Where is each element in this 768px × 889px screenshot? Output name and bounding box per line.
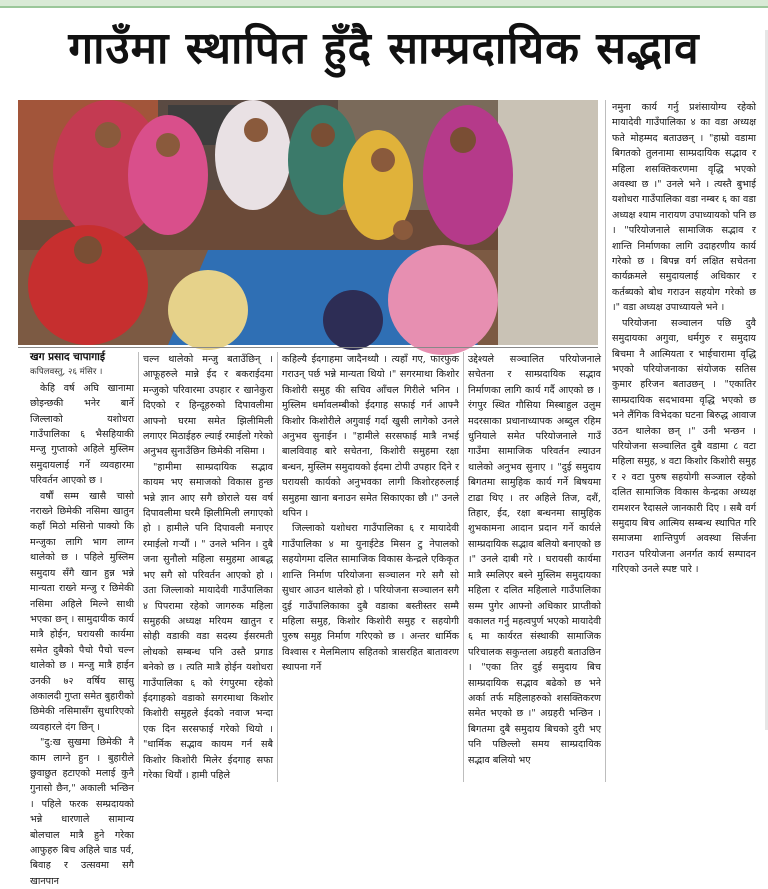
photo-bottom-rule <box>18 347 598 348</box>
article-column-4 <box>468 352 601 782</box>
paragraph: चल्न थालेको मन्जु बताउँछिन् । आफूहरुले मान्ने ईद र बकराईदमा मन्जुको परिवारमा उपहार र खानेकुरा दिएको र हिन्दूहरुको दिपावलीमा आफ्नो घरमा समेत झिलीमिली लगाएर मिठाईहरु ल्याई रमाईलो गरेको अनुभव सुनाउँछिन छिमेकी नसिमा । <box>143 354 273 458</box>
paragraph: "हामीमा साम्प्रदायिक सद्भाव कायम भए समाजको विकास हुन्छ भन्ने ज्ञान आए सगै छोराले यस वर्ष दिपावलीमा घरमै झिलीमिली लगाएको हो । हामीले पनि दिपावली मनाएर रमाईलो गऱ्यौं । " उनले भनिन । दुबै जना सुनौलो महिला समुहमा आबद्ध भए सगै सो परिवर्तन आएको हो । उता जिल्लाको मायादेवी गाउँपालिका ४ पिपरामा रहेको जागरुक महिला समुहकी अध्यक्ष मरियम खातुन र सोही वडाकी वडा सदस्य ईसरमती लोधको सम्बन्ध पनि उस्तै प्रगाड बनेको छ । त्यति मात्रै होईन यशोधरा गाउँपालिका ६ को रंगपुरमा रहेको ईदगाहको वडाको सगरमाथा किशोर किशोरी समुहले ईदको नवाज भन्दा एक दिन सरसफाई गरेको थियो । "धार्मिक सद्भाव कायम गर्न सबै किशोर किशोरी मिलेर ईदगाह सफा गरेका थियौं । हामी पहिले <box>143 461 273 781</box>
column-divider <box>463 352 464 782</box>
paragraph: वर्षौं सम्म खासै चासो नराख्ने छिमेकी नसिमा खातुन कहाँ मिठो मसिनो पाक्यो कि मन्जुका लागि भाग लाग्न थालेको छ । पहिले मुस्लिम समुदाय सँगै खान हुन्न भन्ने मान्यता राख्ने मन्जु र छिमेकी नसिमा अहिले मिल्ने साथी भएका छन् । सामुदायीक कार्य मात्रै होईन, घरायसी कार्यमा समेत दुबैको पैचो पैचो चल्न थालेको छ । मन्जु मात्रै हाईन उनकी ७२ वर्षिय सासु अकालदी गुप्ता समेत बुहारीको छिमेकी नसिमासँग सुधारिएको व्यवहारले दंग छिन् । <box>30 490 134 733</box>
headline: गाउँमा स्थापित हुँदै साम्प्रदायिक सद्भाव <box>68 23 700 74</box>
paragraph: उद्देश्यले सञ्चालित परियोजनाले सचेतना र साम्प्रदायिक सद्भाव निर्माणका लागि कार्य गर्दै आएको छ । रंगपुर स्थित गौसिया मिस्बाहुल उलुम मदरसाका प्रधानाध्यापक अब्दुल रहिम धुनियाले समेत परियोजनाले गाउँ गाउँमा सामाजिक परिवर्तन ल्याउन थालेको अनुभव सुनाए । "दुई समुदाय बिगतमा सामुहिक कार्य गर्ने बिषयमा टाढा थिए । तर अहिले तिज, दशैं, तिहार, ईद, रक्षा बन्धनमा सामुहिक शुभकामना आदान प्रदान गर्ने कार्यले साम्प्रदायिक सद्भाव बलियो बनाएको छ ।" उनले दाबी गरे । घरायसी कार्यमा मात्रै स्मलिएर बस्ने मुस्लिम समुदायका महिला र दलित महिलाले गाउँपालिका सम्म पुगेर आफ्नो अधिकार प्राप्तीको वकालत गर्नु महत्वपुर्ण भएको मायादेवी ६ मा कार्यरत संस्थाकी सामाजिक परिचालक सकुन्तला अग्रहरी बताउछिन । "एका तिर दुई समुदाय बिच साम्प्रदायिक सद्भाव बढेको छ भने अर्का तर्फ महिलाहरुको शसक्तिकरण समेत भएको छ ।" अग्रहरी भन्छिन । बिगतमा दुबै समुदाय बिचको दुरी भए पनि पछिल्लो समय साम्प्रदायिक सद्भाव बलियो भए <box>468 354 601 766</box>
paragraph: केहि वर्ष अघि खानामा छोइन्छकी भनेर बार्ने जिल्लाको यशोधरा गाउँपालिका ६ भैसहियाकी मन्जु गुप्ताको अहिले मुस्लिम समुदायलाई गर्ने व्यवहारमा परिवर्तन आएको छ । <box>30 382 134 487</box>
paragraph: जिल्लाको यशोधरा गाउँपालिका ६ र मायादेवी गाउँपालिका ४ मा युनाईटेड मिसन टु नेपालको सहयोगमा दलित सामाजिक विकास केन्द्रले एकिकृत शान्ति निर्माण परियोजना सञ्चालन गरे सगै सो सुधार आउन थालेको हो । परियोजना सञ्चालन सगै दुई गाउँपालिकाका दुबै वडाका बस्तीस्तर सम्मै महिला समुह, किशोर किशोरी समुह र सहयोगी पुरुष समुह निर्माण गरिएको छ । अन्तर धार्मिक विश्वास र मेलमिलाप सहितको त्रासरहित बातावरण स्थापना गर्ने <box>282 523 459 674</box>
paragraph: "दु:ख सुखमा छिमेकी नै काम लाग्ने हुन । बुहारीले छुवाछुत हटाएको मलाई कुनै गुनासो छैन," अकाली भन्छिन । पहिले फरक सम्प्रदायको भन्ने धारणाले सामान्य बोलचाल मात्रै हुने गरेका आफुहरु बिच अहिले चाड पर्व, बिवाह र उत्सवमा सगै खानपान <box>30 737 134 887</box>
article-column-1 <box>30 350 134 887</box>
article-column-5 <box>612 100 756 782</box>
article-column-3 <box>282 352 459 782</box>
article-column-2 <box>143 352 273 782</box>
dateline: कपिलवस्तु, २६ मंसिर । <box>30 367 103 378</box>
news-photo <box>18 100 598 345</box>
paragraph: कहिल्यै ईदगाहमा जादैनथ्यौ । त्यहाँ गए, फारफुक गराउन् पर्छ भन्ने मान्यता थियो ।" सगरमाथा किशोर किशोरी समुह की सचिव आँचल गिरीले भनिन । मुस्लिम धर्मावलम्बीको ईदगाह सफाई गर्न आफ्नै किशोर किशोरीले अगुवाई गर्दा खुसी लागेको उनले अनुभव सुनाईन । "हामीले सरसफाई मात्रै नभई बालविवाह बारे सचेतना, किशोरी समुहमा रक्षा बन्धन, मुस्लिम समुदायको ईदमा टोपी उपहार दिने र घरायसी कार्यको अनुभवका लागी किशोरहरुलाई समुहमा खाना बनाउन समेत सिकाएका छौ ।" उनले थपिन । <box>282 354 459 520</box>
women-group-photo-icon <box>18 100 598 345</box>
column-divider <box>277 352 278 782</box>
top-color-bar <box>0 0 768 8</box>
paragraph: नमुना कार्य गर्नु प्रशंसायोग्य रहेको मायादेवी गाउँपालिका ४ का वडा अध्यक्ष फते मोहम्मद बताउछन् । "हाम्रो वडामा बिगतको तुलनामा साम्प्रदायिक सद्भाव र महिला शसक्तिकरणमा वृद्धि भएको अवस्था छ ।" उनले भने । त्यस्तै बुभाई यशोधरा गाउँपालिका वडा नम्बर ६ का वडा अध्यक्ष श्याम नारायण उपाध्यायको पनि छ । "परियोजनाले सामाजिक सद्भाव र शान्ति निर्माणका लागि उदाहरणीय कार्य गरेको छ । बिपन्न वर्ग लक्षित सचेतना कार्यक्रमले समुदायलाई अधिकार र कर्तब्यको बोध गराउन सहयोग गरेको छ ।" वडा अध्यक्ष उपाध्यायले भने । <box>612 102 756 314</box>
column-divider <box>138 352 139 782</box>
column-divider <box>605 100 606 782</box>
author-byline: खग प्रसाद चापागाई <box>30 351 106 363</box>
paragraph: परियोजना सञ्चालन पछि दुवै समुदायका अगुवा, धर्मगुरु र समुदाय बिचमा नै आत्मियता र भाईचारामा वृद्धि भएको परियोजनाका संयोजक सतिस कुमार हरिजन बताउछन् । "एकातिर साम्प्रदायिक सदभावमा वृद्धि भएको छ भने लैंगिक विभेदका घटना बिरुद्ध आवाज उठन थालेका छन् ।" उनी भन्छन । परियोजना सञ्चालित दुबै वडामा ८ वटा महिला समुह, ४ वटा किशोर किशोरी समुह र २ वटा पुरुष सहयोगी सञ्जाल रहेको दलित सामाजिक विकास केन्द्रका अध्यक्ष रामशरन रैदासले जानकारी दिए । सबै वर्ग समुदाय बिच आत्मिय सम्बन्ध स्थापित गरि समाजमा शान्तिपुर्ण अवस्था सिर्जना गराउन परियोजना अनर्गत कार्य सम्पादन गरिएको उनले स्पष्ट पारे । <box>612 317 756 576</box>
